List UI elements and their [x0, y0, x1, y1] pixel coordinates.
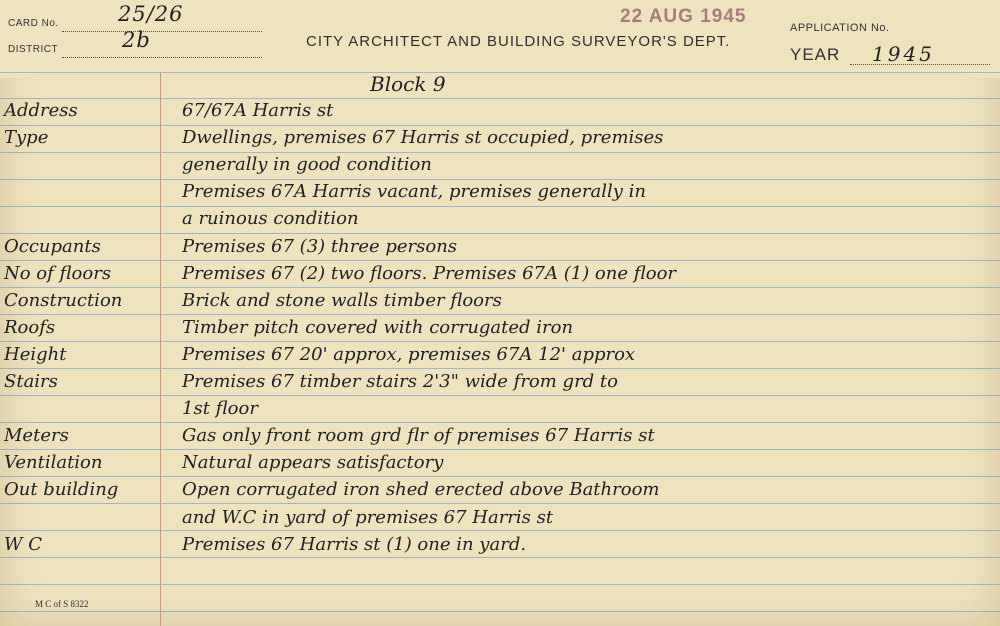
- field-label: Type: [4, 127, 49, 149]
- field-label: Address: [4, 100, 78, 121]
- block-heading: Block 9: [370, 72, 446, 96]
- year-label: YEAR: [790, 45, 841, 64]
- year-value: 1945: [872, 42, 935, 66]
- field-label: Stairs: [4, 371, 58, 392]
- field-label: No of floors: [4, 262, 112, 284]
- field-entry-line: Premises 67 (3) three persons: [182, 235, 458, 257]
- district-label: DISTRICT: [8, 44, 59, 55]
- field-entry-line: Brick and stone walls timber floors: [182, 289, 502, 311]
- field-entry-line: a ruinous condition: [182, 208, 359, 230]
- card-no-value: 25/26: [118, 2, 184, 26]
- field-label: Roofs: [4, 316, 56, 338]
- field-entry-line: Premises 67 Harris st (1) one in yard.: [182, 533, 527, 555]
- field-entry-line: Dwellings, premises 67 Harris st occupied, premises: [182, 127, 664, 149]
- field-label: Meters: [4, 425, 69, 447]
- field-label: Ventilation: [4, 452, 103, 474]
- application-no-label: APPLICATION No.: [790, 22, 890, 34]
- field-entry-line: and W.C in yard of premises 67 Harris st: [182, 506, 554, 528]
- field-entry-line: Premises 67 timber stairs 2'3" wide from grd to: [182, 371, 618, 392]
- field-label: Out building: [4, 479, 119, 501]
- field-entry-line: Premises 67 20' approx, premises 67A 12' approx: [182, 343, 636, 365]
- field-label: Height: [4, 343, 67, 365]
- margin-rule: [160, 72, 161, 626]
- card-header: [0, 0, 1000, 78]
- field-entry-line: Open corrugated iron shed erected above Bathroom: [182, 479, 660, 501]
- header-rule: [0, 72, 1000, 73]
- field-entry-line: Premises 67A Harris vacant, premises generally in: [182, 181, 646, 203]
- card-no-line: [62, 30, 262, 32]
- date-stamp: 22 AUG 1945: [620, 6, 747, 27]
- field-entry-line: Timber pitch covered with corrugated iron: [182, 316, 574, 338]
- field-label: W C: [4, 533, 42, 555]
- district-value: 2b: [122, 28, 151, 52]
- field-entry-line: generally in good condition: [182, 154, 432, 176]
- card-no-label: CARD No.: [8, 18, 59, 29]
- field-label: Occupants: [4, 235, 101, 257]
- field-entry-line: 67/67A Harris st: [182, 100, 334, 121]
- field-entry-line: Gas only front room grd flr of premises 67 Harris st: [182, 425, 655, 447]
- field-entry-line: Premises 67 (2) two floors. Premises 67A (1) one floor: [182, 262, 677, 284]
- field-entry-line: Natural appears satisfactory: [182, 452, 444, 474]
- field-entry-line: 1st floor: [182, 398, 258, 420]
- field-label: Construction: [4, 289, 123, 311]
- district-line: [62, 56, 262, 58]
- department-title: CITY ARCHITECT AND BUILDING SURVEYOR'S DEPT.: [306, 33, 731, 50]
- form-code: M C of S 8322: [35, 599, 89, 609]
